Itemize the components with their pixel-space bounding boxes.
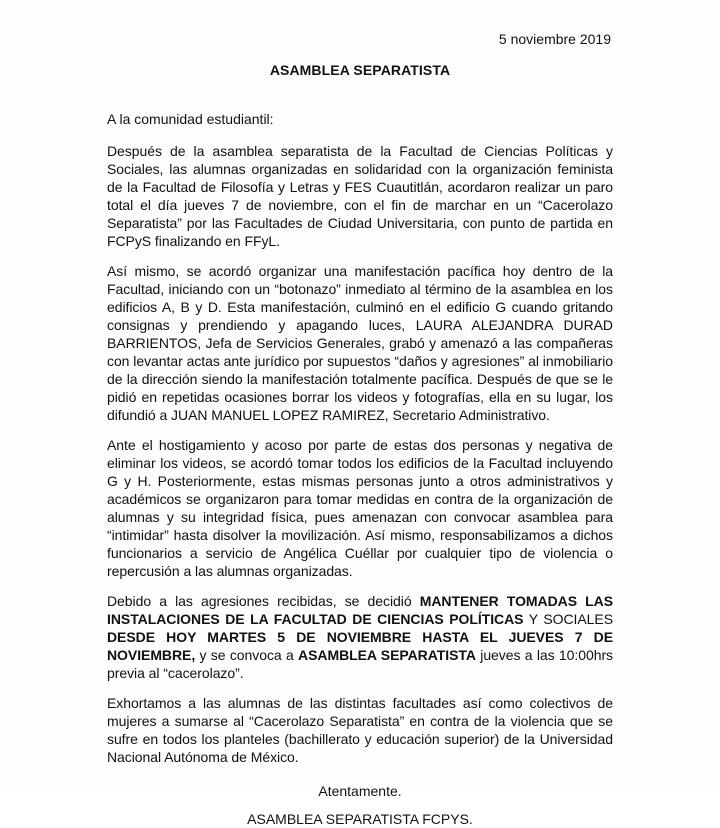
paragraph-4-text-4: jueves a las 10:00hrs previa al “cacerolazo”. (107, 647, 614, 681)
paragraph-4-text-3: y se convoca a (195, 647, 299, 663)
paragraph-4 (107, 592, 613, 682)
paragraph-1: Después de la asamblea separatista de la Facultad de Ciencias Políticas y Sociales, las alumnas organizadas en solidaridad con la organización feminista de la Facultad de Filosofía y Letras y FES Cuautitlán, acordaron realizar un paro total el día jueves 7 de noviembre, con el fin de marchar en un “Cacerolazo Separatista” por las Facultades de Ciudad Universitaria, con punto de partida en FCPyS finalizando en FFyL. (107, 143, 613, 249)
paragraph-5: Exhortamos a las alumnas de las distintas facultades así como colectivos de mujeres a sumarse al “Cacerolazo Separatista” en contra de la violencia que se sufre en todos los planteles (bachillerato y educación superior) de la Universidad Nacional Autónoma de México. (107, 695, 613, 765)
paragraph-4-text-1: Debido a las agresiones recibidas, se decidió (107, 593, 420, 609)
paragraph-4-bold-3: ASAMBLEA SEPARATISTA (298, 647, 476, 663)
signature: ASAMBLEA SEPARATISTA FCPYS. (247, 811, 473, 827)
closing: Atentamente. (318, 783, 402, 799)
document-date: 5 noviembre 2019 (498, 31, 611, 47)
paragraph-4-bold-1: MANTENER TOMADAS LAS INSTALACIONES DE LA FACULTAD DE CIENCIAS POLÍTICAS (107, 593, 613, 627)
paragraph-4-text-2: Y SOCIALES (523, 611, 613, 627)
paragraph-2: Así mismo, se acordó organizar una manifestación pacífica hoy dentro de la Facultad, iniciando con un “botonazo” inmediato al término de la asamblea en los edificios A, B y D. Esta manifestación, culminó en el edificio G cuando gritando consignas y prendiendo y apagando luces, LAURA ALEJANDRA DURAD BARRIENTOS, Jefa de Servicios Generales, grabó y amenazó a las compañeras con levantar actas ante jurídico por supuestos “daños y agresiones” al inmobiliario de la dirección siendo la manifestación totalmente pacífica. Después de que se le pidió en repetidas ocasiones borrar los videos y fotografías, ella en su lugar, los difundió a JUAN MANUEL LOPEZ RAMIREZ, Secretario Administrativo. (107, 263, 613, 423)
paragraph-3: Ante el hostigamiento y acoso por parte de estas dos personas y negativa de eliminar los videos, se acordó tomar todos los edificios de la Facultad incluyendo G y H. Posteriormente, estas mismas personas junto a otros administrativos y académicos se organizaron para tomar medidas en contra de la organización de alumnas y su integridad física, pues amenazan con convocar asamblea para “intimidar” hasta disolver la movilización. Así mismo, responsabilizamos a dichos funcionarios a servicio de Angélica Cuéllar por cualquier tipo de violencia o repercusión a las alumnas organizadas. (107, 437, 613, 579)
document-title: ASAMBLEA SEPARATISTA (269, 62, 451, 78)
salutation: A la comunidad estudiantil: (107, 111, 274, 127)
paragraph-4-bold-2: DESDE HOY MARTES 5 DE NOVIEMBRE HASTA EL JUEVES 7 DE NOVIEMBRE, (107, 629, 613, 663)
